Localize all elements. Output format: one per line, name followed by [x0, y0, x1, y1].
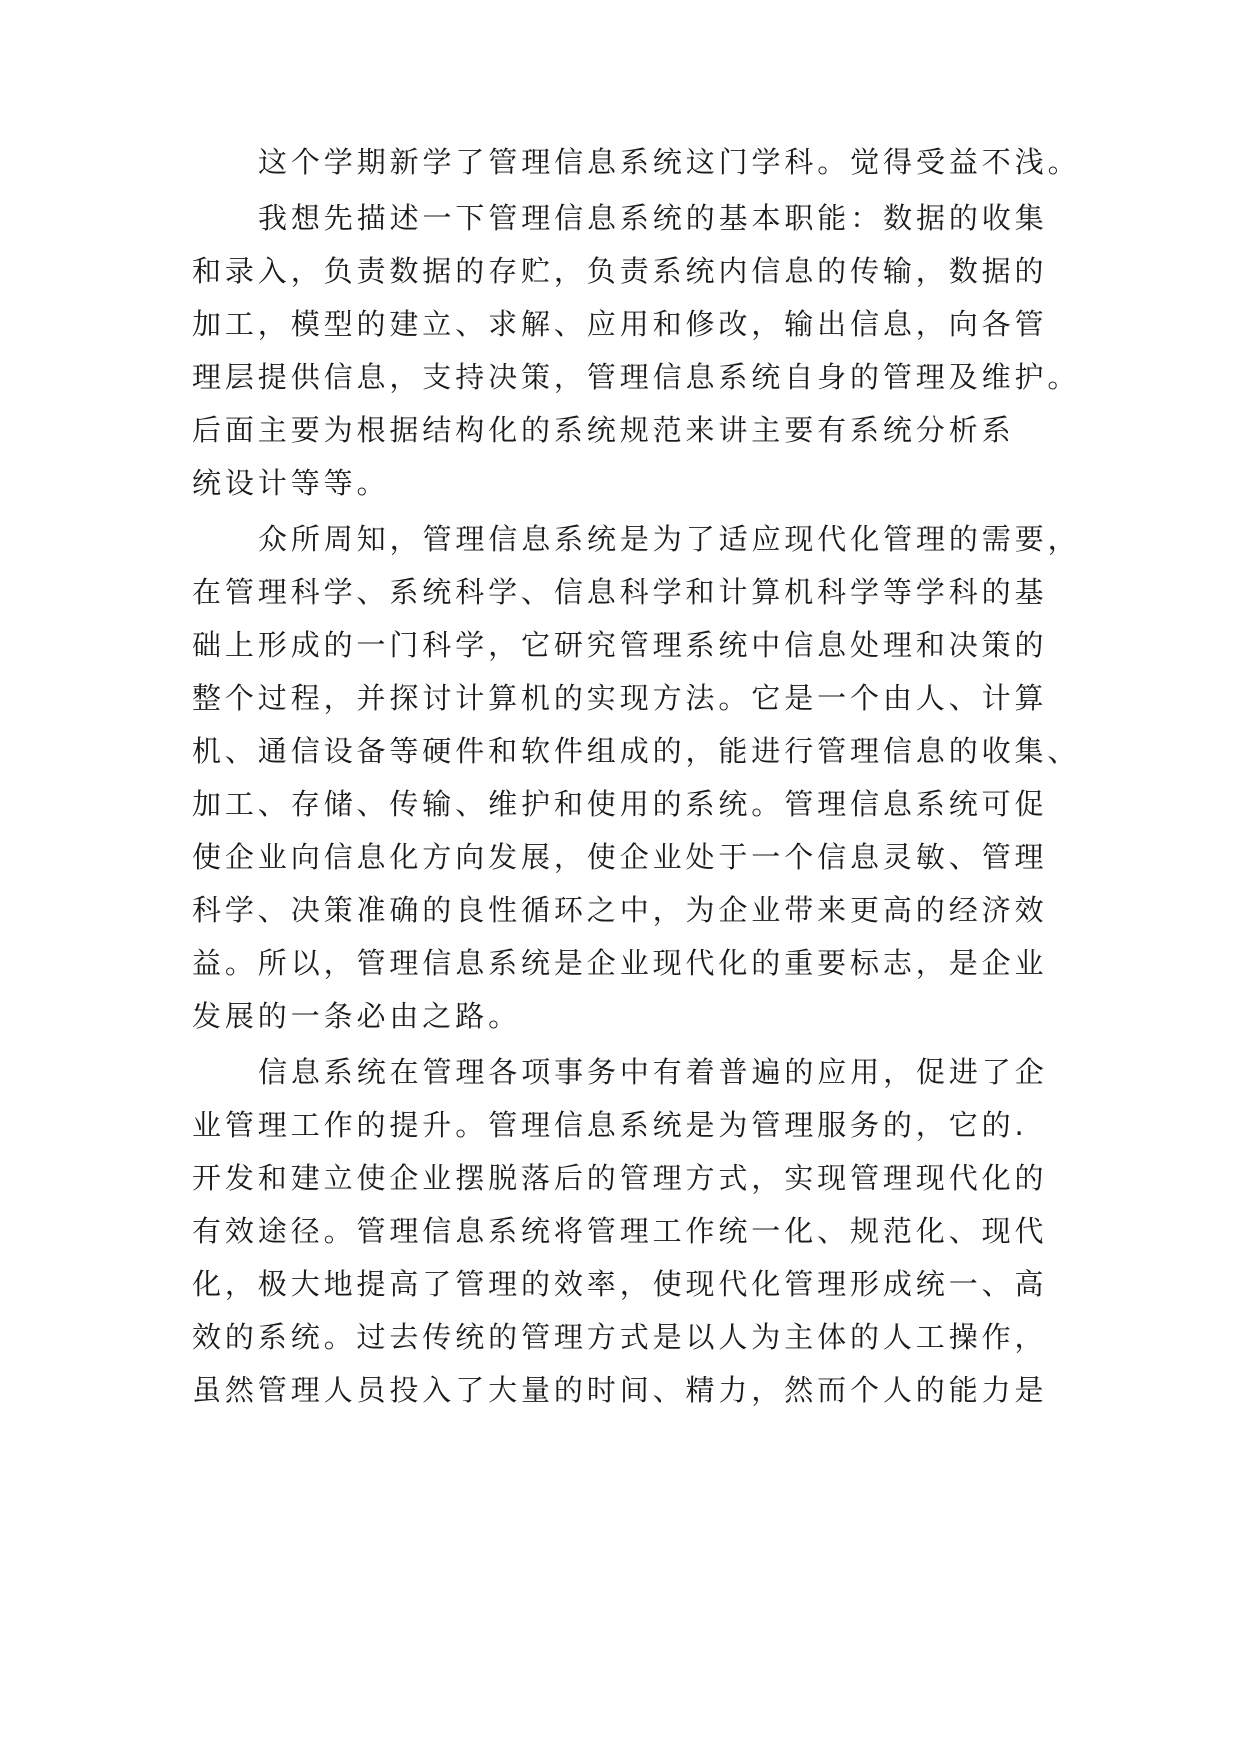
paragraph-4-line-4: 有效途径。管理信息系统将管理工作统一化、规范化、现代 — [192, 1214, 1048, 1248]
paragraph-3-line-3: 础上形成的一门科学，它研究管理系统中信息处理和决策的 — [192, 628, 1048, 662]
paragraph-4-line-5: 化，极大地提高了管理的效率，使现代化管理形成统一、高 — [192, 1267, 1048, 1301]
paragraph-2-line-5: 后面主要为根据结构化的系统规范来讲主要有系统分析系 — [192, 413, 1015, 447]
paragraph-3-line-5: 机、通信设备等硬件和软件组成的，能进行管理信息的收集、 — [192, 734, 1081, 768]
paragraph-2-line-6: 统设计等等。 — [192, 466, 390, 500]
paragraph-2-line-4: 理层提供信息，支持决策，管理信息系统自身的管理及维护。 — [192, 360, 1081, 394]
paragraph-3-line-10: 发展的一条必由之路。 — [192, 999, 522, 1033]
paragraph-4-line-1: 信息系统在管理各项事务中有着普遍的应用，促进了企 — [258, 1055, 1048, 1089]
paragraph-1-line-1: 这个学期新学了管理信息系统这门学科。觉得受益不浅。 — [258, 145, 1081, 179]
paragraph-4-line-7: 虽然管理人员投入了大量的时间、精力，然而个人的能力是 — [192, 1373, 1048, 1407]
paragraph-3-line-6: 加工、存储、传输、维护和使用的系统。管理信息系统可促 — [192, 787, 1048, 821]
paragraph-3-line-9: 益。所以，管理信息系统是企业现代化的重要标志，是企业 — [192, 946, 1048, 980]
paragraph-4-line-6: 效的系统。过去传统的管理方式是以人为主体的人工操作， — [192, 1320, 1048, 1354]
paragraph-2-line-2: 和录入，负责数据的存贮，负责系统内信息的传输，数据的 — [192, 254, 1048, 288]
paragraph-2-line-3: 加工，模型的建立、求解、应用和修改，输出信息，向各管 — [192, 307, 1048, 341]
paragraph-3-line-2: 在管理科学、系统科学、信息科学和计算机科学等学科的基 — [192, 575, 1048, 609]
paragraph-3-line-4: 整个过程，并探讨计算机的实现方法。它是一个由人、计算 — [192, 681, 1048, 715]
paragraph-4-line-3: 开发和建立使企业摆脱落后的管理方式，实现管理现代化的 — [192, 1161, 1048, 1195]
paragraph-2-line-1: 我想先描述一下管理信息系统的基本职能：数据的收集 — [258, 201, 1048, 235]
paragraph-3-line-7: 使企业向信息化方向发展，使企业处于一个信息灵敏、管理 — [192, 840, 1048, 874]
paragraph-3-line-1: 众所周知，管理信息系统是为了适应现代化管理的需要， — [258, 522, 1081, 556]
paragraph-3-line-8: 科学、决策准确的良性循环之中，为企业带来更高的经济效 — [192, 893, 1048, 927]
paragraph-4-line-2: 业管理工作的提升。管理信息系统是为管理服务的，它的. — [192, 1108, 1028, 1142]
